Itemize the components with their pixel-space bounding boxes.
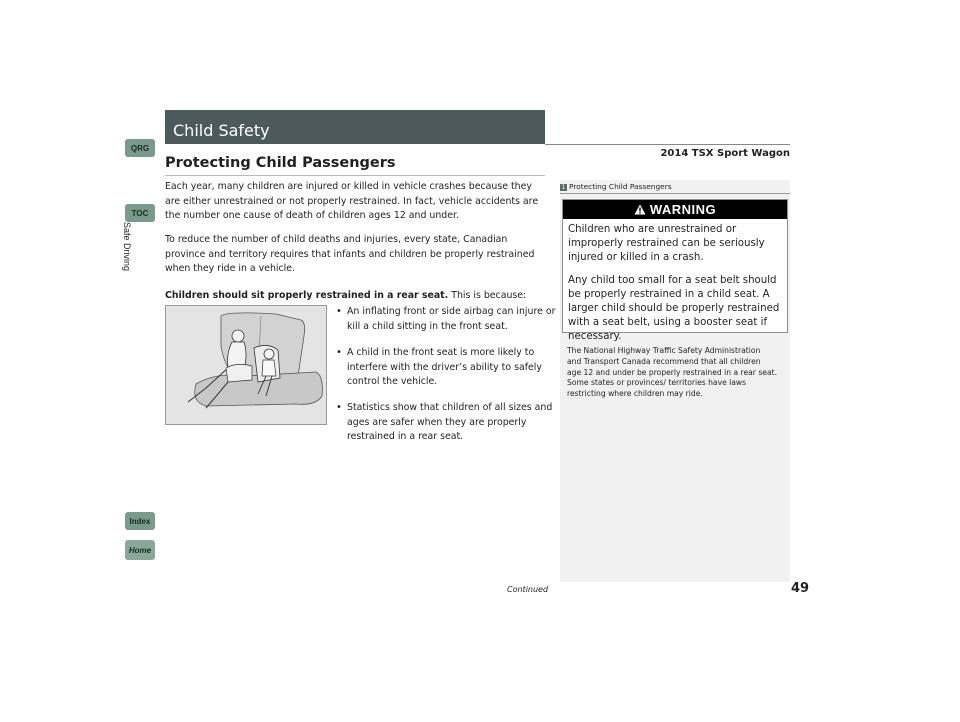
warning-header: WARNING (563, 200, 787, 219)
lead-sentence (165, 289, 545, 304)
page-heading: Protecting Child Passengers (165, 155, 396, 171)
intro-paragraph: Each year, many children are injured or killed in vehicle crashes because they are either unrestrained or not properly restrained. In fact, vehicle accidents are the number one cause of death of children ages 12 and under. (165, 181, 539, 222)
section-title: Child Safety (173, 121, 270, 140)
index-tab[interactable]: Index (125, 512, 155, 530)
page-number: 49 (791, 581, 810, 596)
sidebar-heading: 1 Protecting Child Passengers (561, 182, 672, 191)
reference-marker-icon: 1 (561, 184, 566, 191)
warning-text-1: Children who are unrestrained or improperly restrained can be seriously injured or killed in a crash. (568, 224, 765, 263)
warning-triangle-icon (634, 204, 646, 215)
home-tab[interactable] (125, 540, 155, 560)
chapter-side-label: Safe Driving (122, 222, 132, 272)
bullet-driver: • A child in the front seat is more likely to interfere with the driver’s ability to safely control the vehicle. (336, 346, 557, 390)
rear-seat-image (166, 306, 326, 424)
warning-box (562, 199, 788, 342)
bullet-statistics: • Statistics show that children of all sizes and ages are safer when they are properly restrained in a rear seat. (336, 401, 557, 445)
law-paragraph: To reduce the number of child deaths and injuries, every state, Canadian province and territory requires that infants and children be properly restrained when they ride in a vehicle. (165, 234, 535, 275)
sidebar-rule (560, 193, 790, 194)
child-seat-illustration (165, 305, 327, 425)
heading-rule (165, 175, 545, 176)
toc-tab[interactable]: TOC (125, 204, 155, 222)
lead-rest: This is because: (448, 290, 527, 301)
sidebar-note: The National Highway Traffic Safety Administration and Transport Canada recommend that all children age 12 and under be properly restrained in a rear seat. Some states or provinces/ territories have laws restricting where children may ride. (567, 346, 778, 399)
bullet-airbag: • An inflating front or side airbag can injure or kill a child sitting in the front seat. (336, 305, 557, 334)
lead-bold: Children should sit properly restrained in a rear seat. (165, 290, 449, 301)
warning-text-2: Any child too small for a seat belt should be properly restrained in a child seat. A larger child should be properly restrained with a seat belt, using a booster seat if necessary. (568, 275, 780, 342)
qrg-tab[interactable]: QRG (125, 139, 155, 157)
home-icon: Home (128, 545, 152, 555)
continued-label: Continued (507, 585, 549, 594)
header-rule (545, 144, 790, 145)
vehicle-model: 2014 TSX Sport Wagon (660, 148, 790, 159)
